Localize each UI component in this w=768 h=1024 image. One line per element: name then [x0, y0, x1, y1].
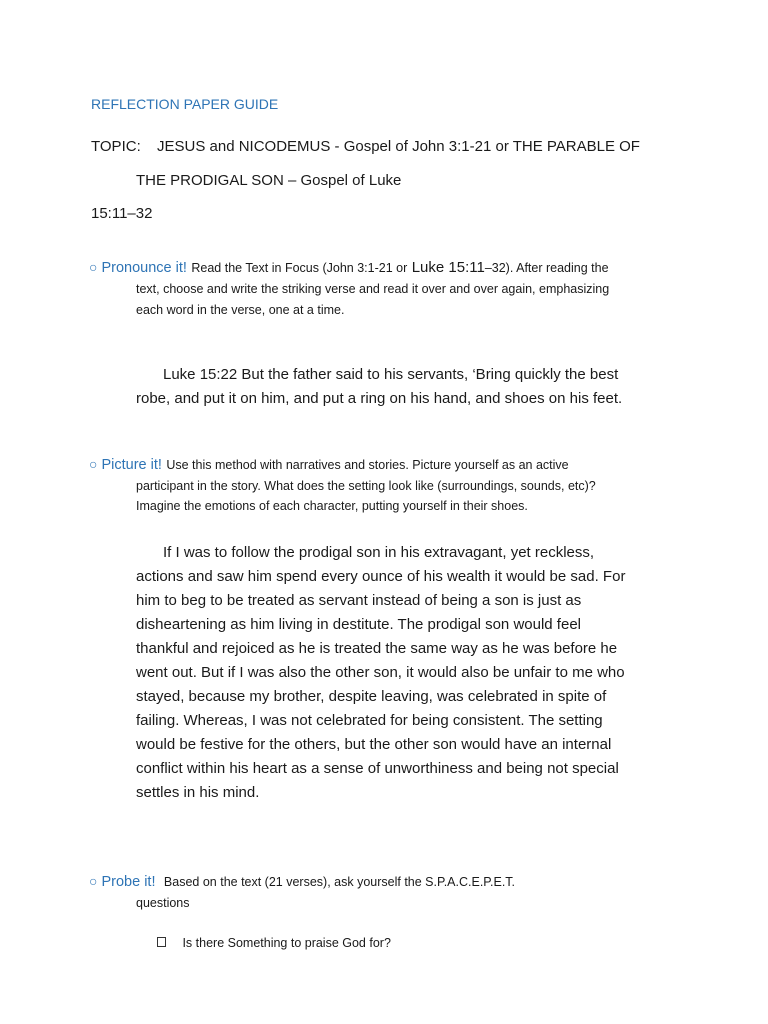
picture-title: Picture it!	[101, 457, 162, 473]
topic-line-1: JESUS and NICODEMUS - Gospel of John 3:1-21 or THE PARABLE OF	[157, 138, 640, 155]
topic-line-2: THE PRODIGAL SON – Gospel of Luke	[136, 172, 402, 189]
picture-line-3: Imagine the emotions of each character, putting yourself in their shoes.	[136, 499, 528, 513]
reflection-line: actions and saw him spend every ounce of his wealth it would be sad. For	[136, 568, 626, 585]
reflection-line: stayed, because my brother, despite leaving, was celebrated in spite of	[136, 688, 607, 705]
picture-section	[89, 455, 569, 476]
reflection-line: disheartening as him living in destitute. The prodigal son would feel	[136, 616, 581, 633]
topic-line-3: 15:11–32	[91, 205, 153, 222]
circle-bullet-icon: ○	[89, 456, 98, 472]
question-text: Is there Something to praise God for?	[182, 936, 391, 950]
probe-line-2: questions	[136, 896, 190, 910]
reflection-line: If I was to follow the prodigal son in his extravagant, yet reckless,	[163, 544, 595, 561]
list-item	[157, 933, 391, 954]
pronounce-line-2: text, choose and write the striking verse and read it over and over again, emphasizing	[136, 282, 610, 296]
picture-line-2: participant in the story. What does the setting look like (surroundings, sounds, etc)?	[136, 479, 596, 493]
circle-bullet-icon: ○	[89, 259, 98, 275]
pronounce-text-c: –32). After reading the	[484, 261, 609, 275]
probe-line-1: Based on the text (21 verses), ask yourself the S.P.A.C.E.P.E.T.	[163, 875, 516, 889]
pronounce-section	[89, 258, 609, 279]
page-title: REFLECTION PAPER GUIDE	[91, 96, 279, 112]
checkbox-bullet-icon	[157, 937, 166, 947]
reflection-paragraph	[136, 541, 736, 805]
pronounce-text-b: Luke 15:11	[411, 259, 485, 276]
topic-label: TOPIC:	[91, 138, 141, 155]
reflection-line: failing. Whereas, I was not celebrated for being consistent. The setting	[136, 712, 603, 729]
reflection-line: would be festive for the others, but the other son would have an internal	[136, 736, 612, 753]
pronounce-title: Pronounce it!	[101, 260, 187, 276]
reflection-line: him to beg to be treated as servant instead of being a son is just as	[136, 592, 582, 609]
reflection-line: went out. But if I was also the other son, it would also be unfair to me who	[136, 664, 625, 681]
reflection-line: thankful and rejoiced as he is treated the same way as he was before he	[136, 640, 618, 657]
pronounce-line-3: each word in the verse, one at a time.	[136, 303, 345, 317]
pronounce-text-a: Read the Text in Focus (John 3:1-21 or	[191, 261, 408, 275]
probe-title: Probe it!	[101, 874, 156, 890]
reflection-line: settles in his mind.	[136, 784, 260, 801]
circle-bullet-icon: ○	[89, 873, 98, 889]
probe-section	[89, 872, 515, 893]
reflection-line: conflict within his heart as a sense of unworthiness and being not special	[136, 760, 619, 777]
verse-line-1: Luke 15:22 But the father said to his servants, ‘Bring quickly the best	[163, 366, 619, 383]
verse-line-2: robe, and put it on him, and put a ring on his hand, and shoes on his feet.	[136, 390, 623, 407]
picture-line-1: Use this method with narratives and stories. Picture yourself as an active	[166, 458, 569, 472]
